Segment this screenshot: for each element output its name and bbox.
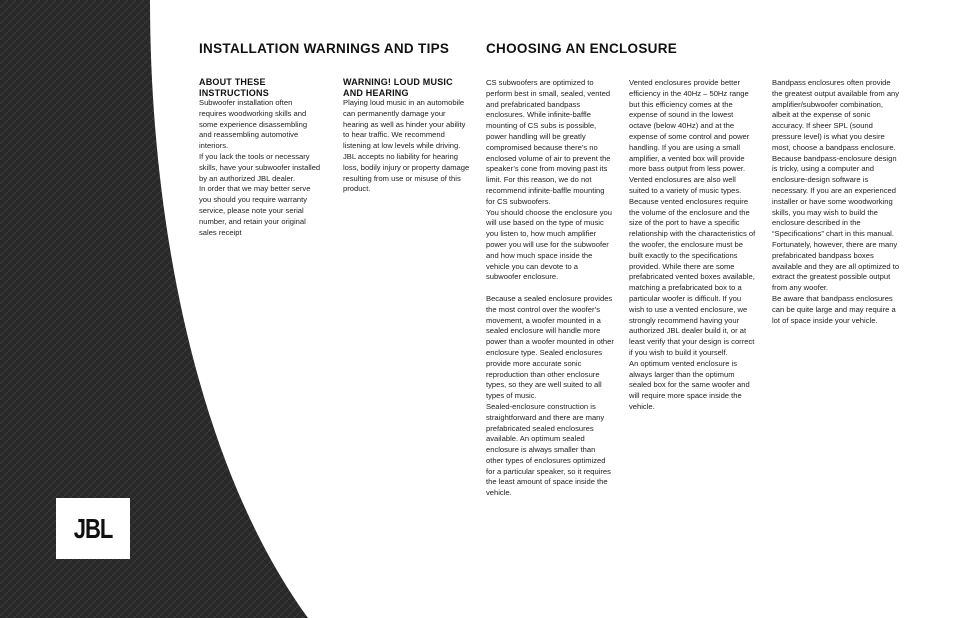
- bandpass-paragraph-1: Bandpass enclosures often provide the greatest output available from any amplifier/subwoofer combination, albeit at the expense of sonic accuracy. If sheer SPL (sound pressure level) is what you desire most, choose a bandpass enclosure. Because bandpass-enclosure design is tricky, using a computer and enclosure-design software is necessary. If you are an experienced installer or have some woodworking skills, you may wish to build the enclosure described in the “Specifications” chart in this manual. Fortunately, however, there are many prefabricated bandpass boxes available and they are all optimized to extract the greatest possible output from any woofer.: [772, 78, 900, 293]
- installation-warnings-heading: INSTALLATION WARNINGS AND TIPS: [199, 41, 450, 56]
- vented-paragraph-1: Vented enclosures provide better efficiency in the 40Hz – 50Hz range but this efficiency comes at the expense of sound in the lowest octave (below 40Hz) and at the expense of some control and power handling. If you are using a small amplifier, a vented box will provide more bass output from less power. Vented enclosures are also well suited to a variety of music types. Because vented enclosures require the volume of the enclosure and the size of the port to have a specific relationship with the characteristics of the woofer, the enclosure must be built exactly to the specifications provided. While there are some prefabricated vented boxes available, matching a prefabricated box to a particular woofer is difficult. If you wish to use a vented enclosure, we strongly recommend having your authorized JBL dealer build it, or at least verify that your design is correct if you wish to build it yourself.: [629, 78, 756, 357]
- vented-enclosure-column: [629, 78, 757, 413]
- bandpass-paragraph-2: Be aware that bandpass enclosures can be quite large and may require a lot of space inside your vehicle.: [772, 293, 896, 325]
- choosing-enclosure-heading: CHOOSING AN ENCLOSURE: [486, 41, 678, 56]
- sealed-paragraph-2: Sealed-enclosure construction is straightforward and there are many prefabricated sealed enclosures available. An optimum sealed enclosure is always smaller than other types of enclosures optimized for a particular speaker, so it requires the least amount of space inside the vehicle.: [486, 401, 611, 498]
- enclosure-intro-column: [486, 78, 614, 499]
- about-instructions-column: [199, 77, 321, 238]
- loud-music-warning-column: [343, 77, 471, 195]
- vented-paragraph-2: An optimum vented enclosure is always larger than the optimum sealed box for the same woofer and will require more space inside the vehicle.: [629, 358, 750, 411]
- jbl-logo-text: JBL: [73, 512, 113, 544]
- bandpass-enclosure-column: [772, 78, 900, 326]
- enclosure-paragraph-2: You should choose the enclosure you will use based on the type of music you listen to, how much amplifier power you will use for the subwoofer and how much space inside the vehicle you can devote to a subwoofer enclosure.: [486, 207, 612, 282]
- about-paragraph-2: If you lack the tools or necessary skills, have your subwoofer installed by an authorized JBL dealer.: [199, 151, 321, 183]
- about-paragraph-3: In order that we may better serve you should you require warranty service, please note your serial number, and retain your original sales receipt: [199, 184, 311, 237]
- about-paragraph-1: Subwoofer installation often requires woodworking skills and some experience disassembling and reassembling automotive interiors.: [199, 98, 308, 151]
- enclosure-paragraph-1: CS subwoofers are optimized to perform best in small, sealed, vented and prefabricated bandpass enclosures. While infinite-baffle mounting of CS subs is possible, power handling will be greatly compromised because there’s no enclosed volume of air to prevent the speaker’s cone from moving past its limit. For this reason, we do not recommend infinite-baffle mounting for CS subwoofers.: [486, 78, 611, 206]
- about-instructions-title: ABOUT THESE INSTRUCTIONS: [199, 77, 269, 98]
- loud-music-paragraph: Playing loud music in an automobile can permanently damage your hearing as well as hinder your ability to hear traffic. We recommend listening at low levels while driving. JBL accepts no liability for hearing loss, bodily injury or property damage resulting from use or misuse of this product.: [343, 98, 470, 194]
- sealed-paragraph-1: Because a sealed enclosure provides the most control over the woofer’s movement, a woofer mounted in a sealed enclosure will handle more power than a woofer mounted in other enclosure type. Sealed enclosures provide more accurate sonic reproduction than other enclosure types, so they are well suited to all types of music.: [486, 293, 614, 401]
- loud-music-warning-title: WARNING! LOUD MUSIC AND HEARING: [343, 77, 453, 98]
- jbl-logo: [56, 498, 130, 559]
